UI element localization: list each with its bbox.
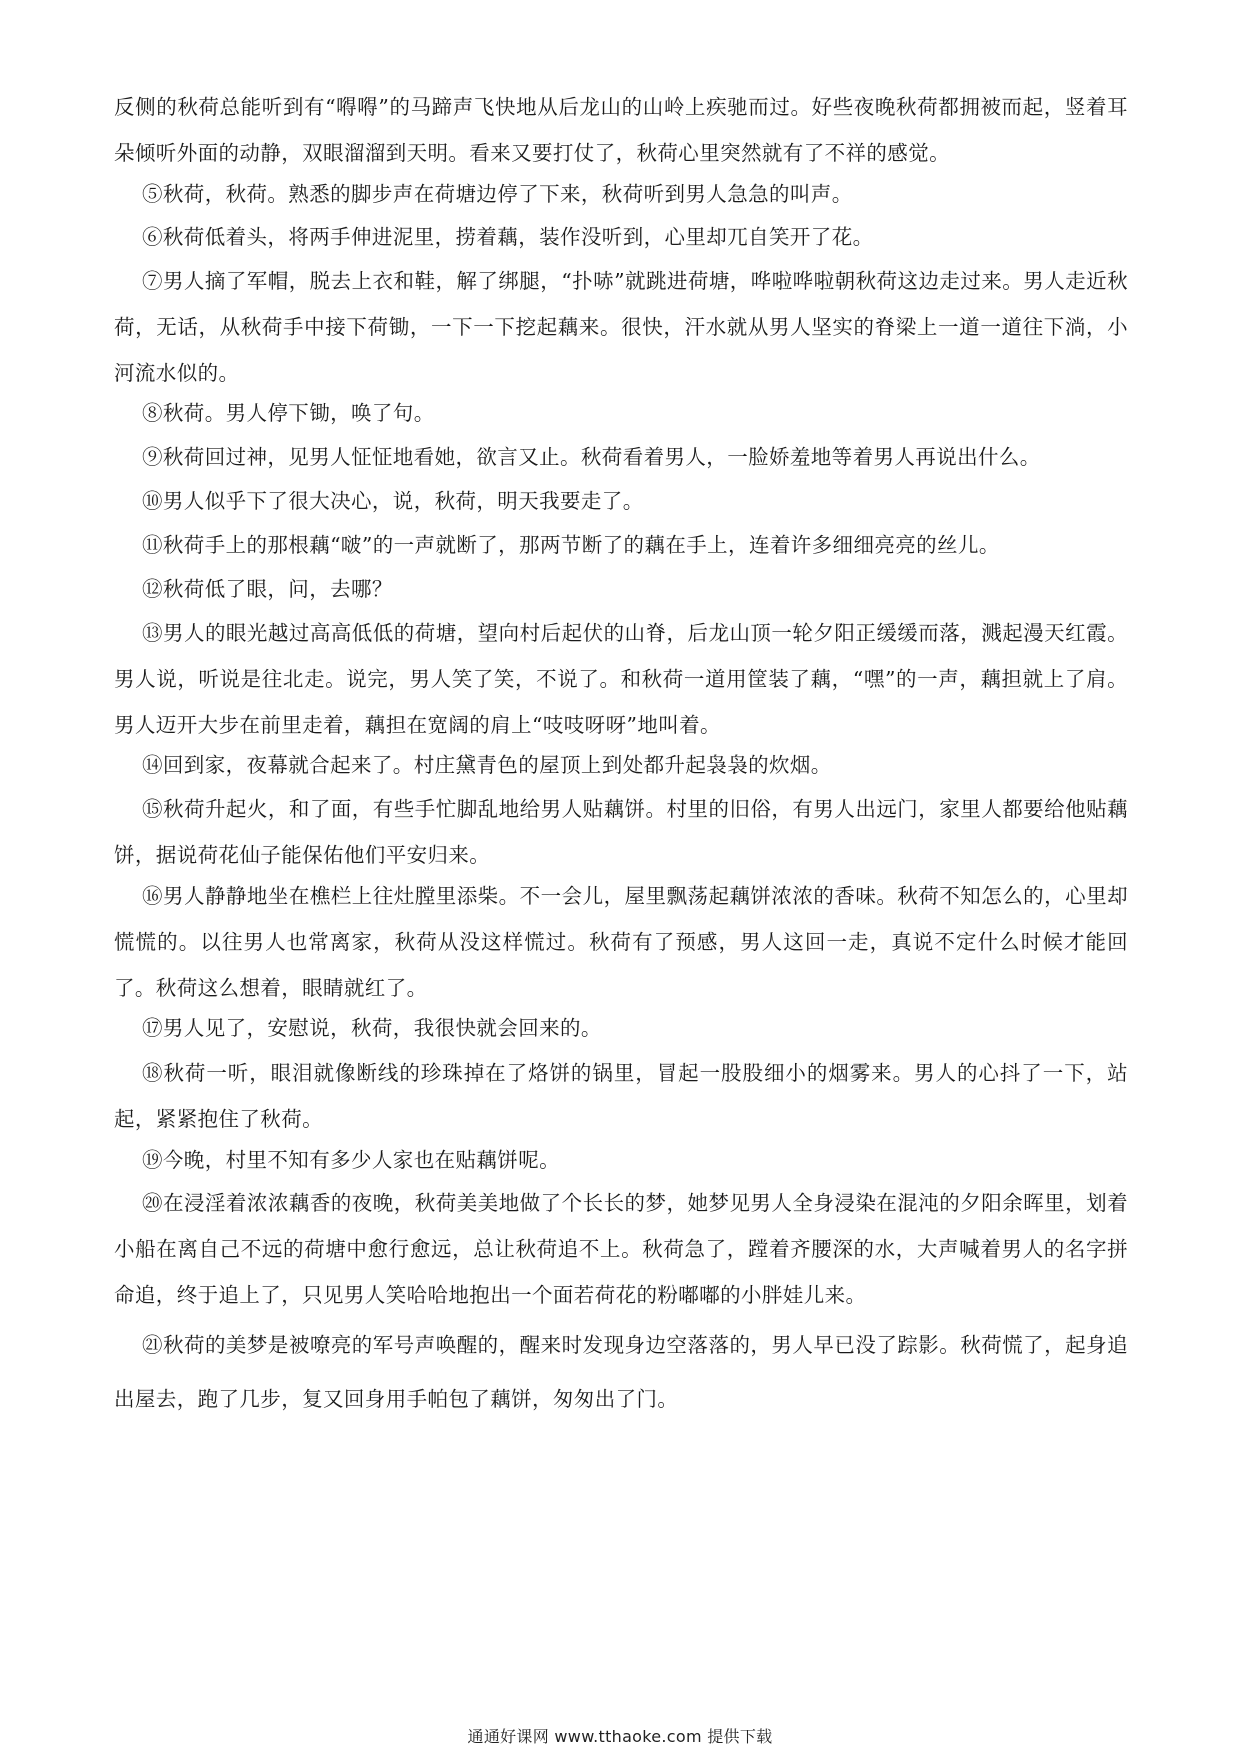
paragraph-7: ⑦男人摘了军帽，脱去上衣和鞋，解了绑腿，“扑哧”就跳进荷塘，哗啦哗啦朝秋荷这边走过来。男人走近秋荷，无话，从秋荷手中接下荷锄，一下一下挖起藕来。很快，汗水就从男人坚实的脊梁上一道一道往下淌，小河流水似的。 [114,269,1128,385]
paragraph-17: ⑰男人见了，安慰说，秋荷，我很快就会回来的。 [142,1016,602,1040]
footer-source: 通通好课网 www.tthaoke.com 提供下载 [467,1727,773,1746]
paragraph-15: ⑮秋荷升起火，和了面，有些手忙脚乱地给男人贴藕饼。村里的旧俗，有男人出远门，家里人都要给他贴藕饼，据说荷花仙子能保佑他们平安归来。 [114,797,1128,867]
paragraph-6: ⑥秋荷低着头，将两手伸进泥里，捞着藕，装作没听到，心里却兀自笑开了花。 [142,225,874,249]
paragraph-13: ⑬男人的眼光越过高高低低的荷塘，望向村后起伏的山脊，后龙山顶一轮夕阳正缓缓而落，溅起漫天红霞。男人说，听说是往北走。说完，男人笑了笑，不说了。和秋荷一道用筐装了藕，“嘿”的一声，藕担就上了肩。男人迈开大步在前里走着，藕担在宽阔的肩上“吱吱呀呀”地叫着。 [114,621,1128,737]
paragraph-20: ⑳在浸淫着浓浓藕香的夜晚，秋荷美美地做了个长长的梦，她梦见男人全身浸染在混沌的夕阳余晖里，划着小船在离自己不远的荷塘中愈行愈远，总让秋荷追不上。秋荷急了，蹚着齐腰深的水，大声喊着男人的名字拼命追，终于追上了，只见男人笑哈哈地抱出一个面若荷花的粉嘟嘟的小胖娃儿来。 [114,1191,1128,1307]
paragraph-21: ㉑秋荷的美梦是被嘹亮的军号声唤醒的，醒来时发现身边空落落的，男人早已没了踪影。秋荷慌了，起身追出屋去，跑了几步，复又回身用手帕包了藕饼，匆匆出了门。 [114,1333,1128,1411]
paragraph-14: ⑭回到家，夜幕就合起来了。村庄黛青色的屋顶上到处都升起袅袅的炊烟。 [142,753,832,777]
paragraph-11: ⑪秋荷手上的那根藕“啵”的一声就断了，那两节断了的藕在手上，连着许多细细亮亮的丝儿。 [142,533,1000,557]
paragraph-10: ⑩男人似乎下了很大决心，说，秋荷，明天我要走了。 [142,489,644,513]
paragraph-5: ⑤秋荷，秋荷。熟悉的脚步声在荷塘边停了下来，秋荷听到男人急急的叫声。 [142,182,853,206]
paragraph-18: ⑱秋荷一听，眼泪就像断线的珍珠掉在了烙饼的锅里，冒起一股股细小的烟雾来。男人的心抖了一下，站起，紧紧抱住了秋荷。 [114,1061,1128,1131]
paragraph-16: ⑯男人静静地坐在樵栏上往灶膛里添柴。不一会儿，屋里飘荡起藕饼浓浓的香味。秋荷不知怎么的，心里却慌慌的。以往男人也常离家，秋荷从没这样慌过。秋荷有了预感，男人这回一走，真说不定什么时候才能回了。秋荷这么想着，眼睛就红了。 [114,884,1128,1000]
paragraph-9: ⑨秋荷回过神，见男人怔怔地看她，欲言又止。秋荷看着男人，一脸娇羞地等着男人再说出什么。 [142,445,1041,469]
paragraph-0: 反侧的秋荷总能听到有“嘚嘚”的马蹄声飞快地从后龙山的山岭上疾驰而过。好些夜晚秋荷都拥被而起，竖着耳朵倾听外面的动静，双眼溜溜到天明。看来又要打仗了，秋荷心里突然就有了不祥的感觉。 [114,95,1128,165]
paragraph-19: ⑲今晚，村里不知有多少人家也在贴藕饼呢。 [142,1148,560,1172]
paragraph-12: ⑫秋荷低了眼，问，去哪？ [142,577,393,601]
paragraph-8: ⑧秋荷。男人停下锄，唤了句。 [142,401,435,425]
